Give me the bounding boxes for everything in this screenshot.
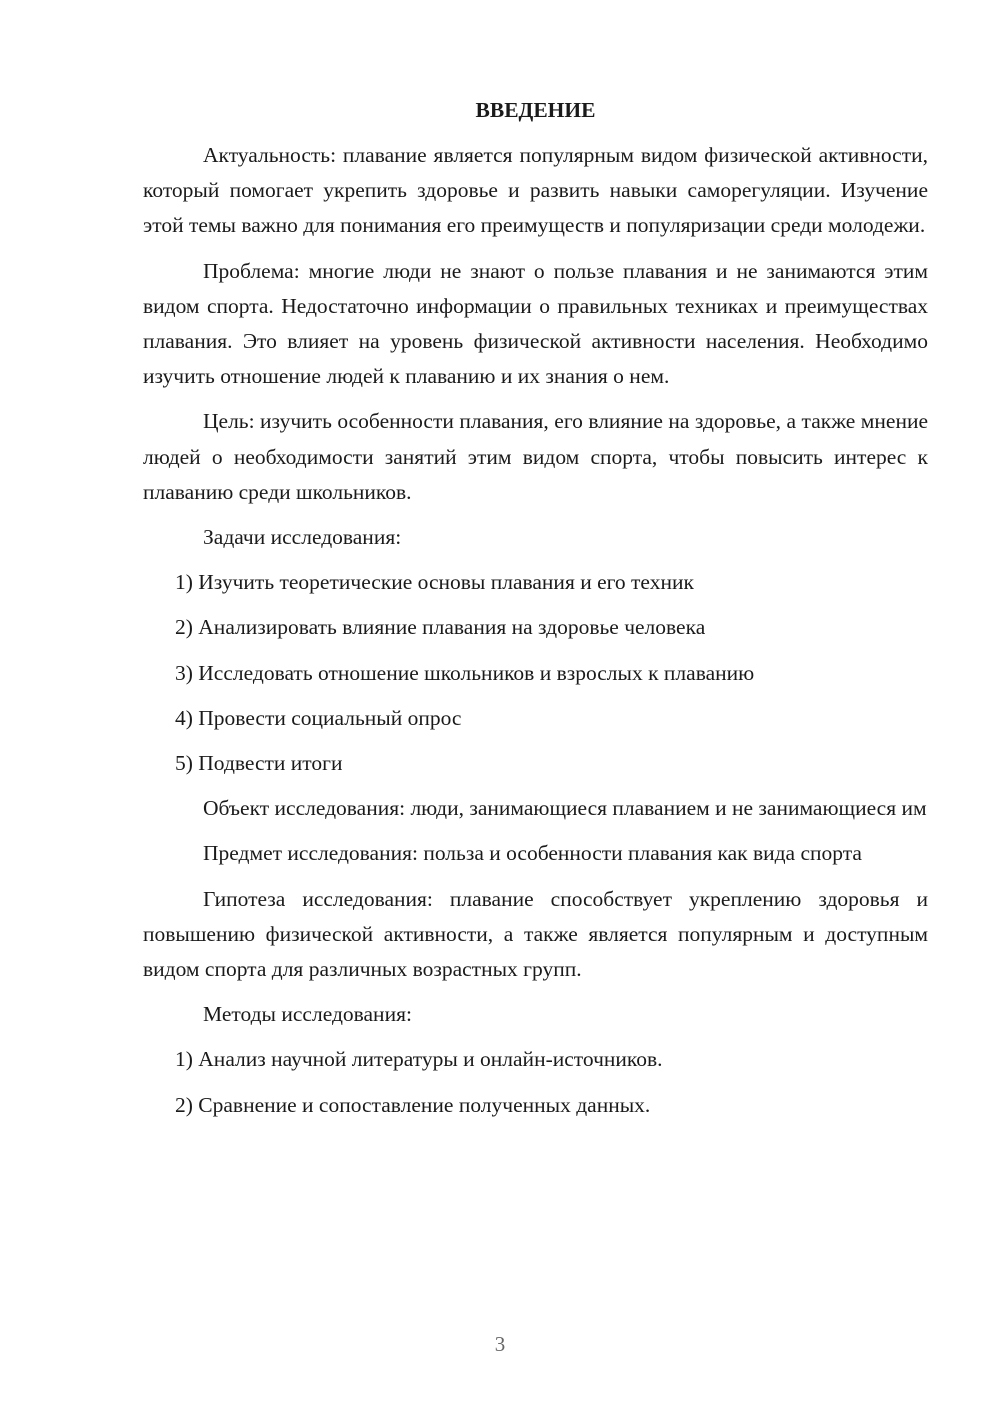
- methods-heading: Методы исследования:: [203, 1002, 412, 1027]
- page-content: [143, 93, 928, 1133]
- subject-paragraph: Предмет исследования: польза и особенности плавания как вида спорта: [203, 841, 862, 866]
- method-item: 1) Анализ научной литературы и онлайн-источников.: [175, 1047, 663, 1072]
- task-item: 5) Подвести итоги: [175, 751, 343, 776]
- problem-paragraph: Проблема: многие люди не знают о пользе плавания и не занимаются этим видом спорта. Недостаточно информации о правильных техниках и преимуществах плавания. Это влияет на уровень физической активности населения. Необходимо изучить отношение людей к плаванию и их знания о нем.: [143, 258, 928, 389]
- task-item: 1) Изучить теоретические основы плавания и его техник: [175, 570, 694, 595]
- task-item: 3) Исследовать отношение школьников и взрослых к плаванию: [175, 660, 755, 685]
- section-title: ВВЕДЕНИЕ: [475, 98, 596, 122]
- task-item: 2) Анализировать влияние плавания на здоровье человека: [175, 615, 706, 640]
- goal-paragraph: Цель: изучить особенности плавания, его влияние на здоровье, а также мнение людей о необходимости занятий этим видом спорта, чтобы повысить интерес к плаванию среди школьников.: [143, 409, 928, 504]
- page-number: 3: [494, 1332, 506, 1356]
- object-paragraph: Объект исследования: люди, занимающиеся плаванием и не занимающиеся им: [203, 796, 927, 821]
- task-item: 4) Провести социальный опрос: [175, 705, 462, 730]
- method-item: 2) Сравнение и сопоставление полученных данных.: [175, 1092, 651, 1117]
- tasks-heading: Задачи исследования:: [203, 525, 402, 550]
- tasks-list: [143, 565, 928, 781]
- methods-list: [143, 1042, 928, 1122]
- hypothesis-paragraph: Гипотеза исследования: плавание способствует укреплению здоровья и повышению физической активности, а также является популярным и доступным видом спорта для различных возрастных групп.: [143, 886, 928, 982]
- relevance-paragraph: Актуальность: плавание является популярным видом физической активности, который помогает укрепить здоровье и развить навыки саморегуляции. Изучение этой темы важно для понимания его преимуществ и популяризации среди молодежи.: [143, 143, 928, 238]
